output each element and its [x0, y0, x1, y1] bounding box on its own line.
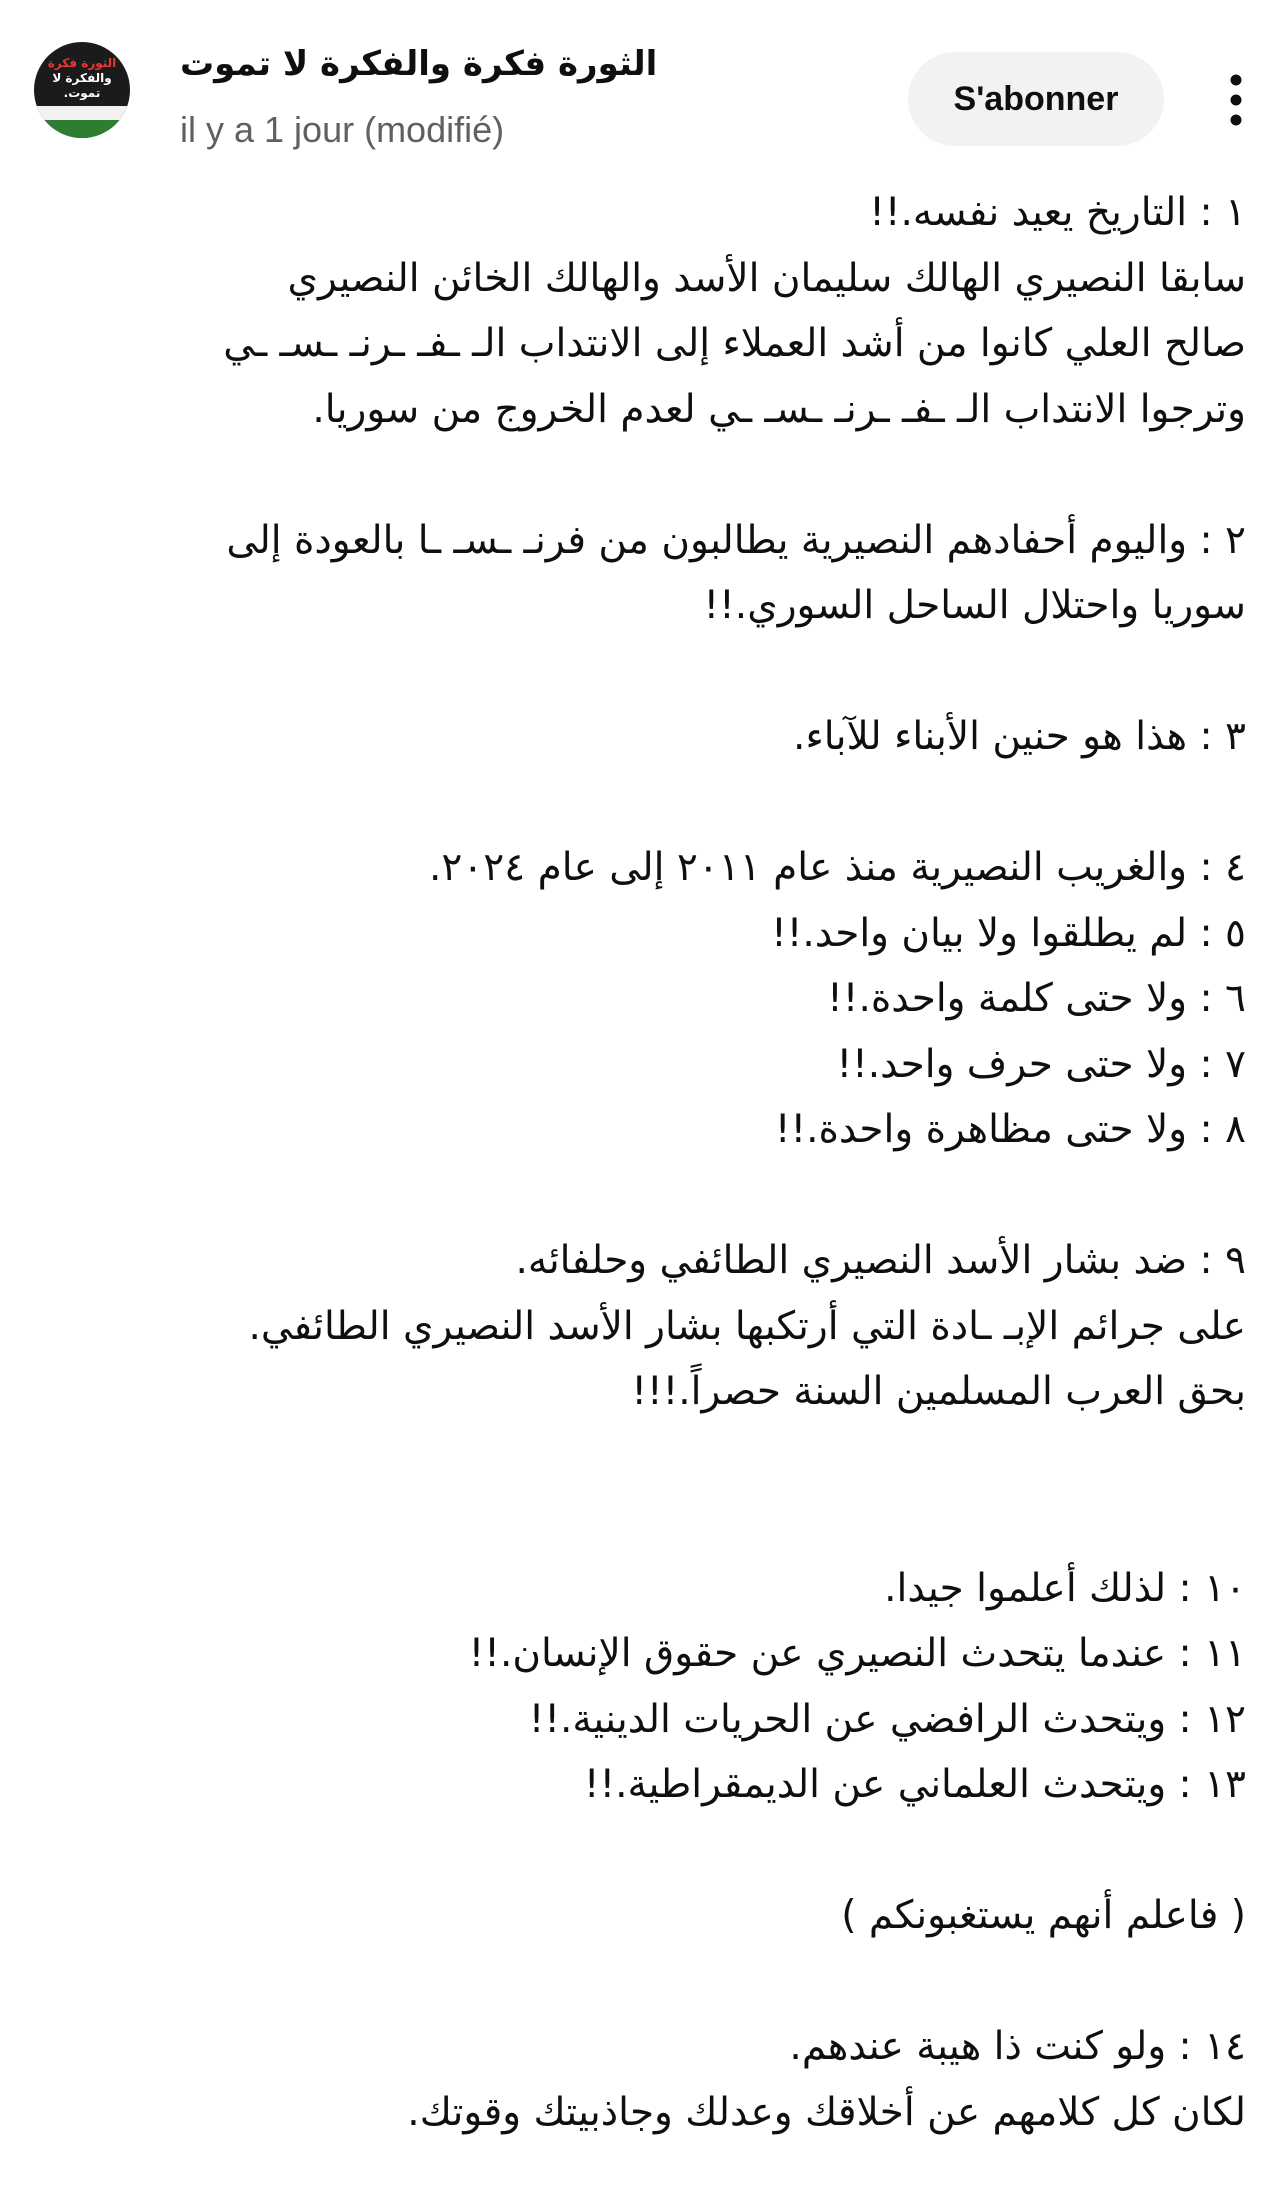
post-line: ٥ : لم يطلقوا ولا بيان واحد.!! [771, 910, 1246, 956]
post-blank-line [36, 1490, 1246, 1556]
post-text [36, 180, 1246, 2180]
post-line: ١٣ : ويتحدث العلماني عن الديمقراطية.!! [583, 1762, 1246, 1807]
more-options-button[interactable] [1208, 70, 1264, 130]
post-timestamp: il y a 1 jour (modifié) [180, 109, 505, 150]
channel-name[interactable]: الثورة فكرة والفكرة لا تموت [180, 44, 658, 84]
post-line: بحق العرب المسلمين السنة حصراً.!!! [631, 1369, 1246, 1414]
post-blank-line [36, 442, 1246, 508]
post-line: ١٢ : ويتحدث الرافضي عن الحريات الدينية.!! [528, 1696, 1246, 1742]
more-vertical-icon [1229, 74, 1243, 126]
avatar-flag-stripe-white [34, 106, 130, 120]
post-line: ٧ : ولا حتى حرف واحد.!! [836, 1041, 1246, 1087]
post-line: ٦ : ولا حتى كلمة واحدة.!! [827, 976, 1246, 1021]
post-line: سوريا واحتلال الساحل السوري.!! [703, 583, 1246, 628]
post-line: ١١ : عندما يتحدث النصيري عن حقوق الإنسان.!! [468, 1631, 1246, 1676]
post-line: ٤ : والغريب النصيرية منذ عام ٢٠١١ إلى عام ٢٠٢٤. [428, 845, 1246, 890]
post-line: ٣ : هذا هو حنين الأبناء للآباء. [793, 714, 1246, 759]
post-line: سابقا النصيري الهالك سليمان الأسد والهالك الخائن النصيري [287, 255, 1246, 301]
post-line: على جرائم الإبـ ـادة التي أرتكبها بشار الأسد النصيري الطائفي. [248, 1303, 1246, 1349]
post-line: وترجوا الانتداب الـ ـفـ ـرنـ ـسـ ـي لعدم الخروج من سوريا. [312, 386, 1246, 432]
post-blank-line [36, 1949, 1246, 2015]
post-line: ٢ : واليوم أحفادهم النصيرية يطالبون من فرنـ ـسـ ـا بالعودة إلى [226, 517, 1246, 563]
post-line: لكان كل كلامهم عن أخلاقك وعدلك وجاذبيتك وقوتك. [407, 2089, 1246, 2135]
post-blank-line [36, 639, 1246, 705]
post-blank-line [36, 1163, 1246, 1229]
avatar-flag-stripe-green [34, 120, 130, 138]
post-blank-line [36, 1425, 1246, 1491]
post-blank-line [36, 1818, 1246, 1884]
channel-avatar[interactable] [34, 42, 130, 138]
post-line: صالح العلي كانوا من أشد العملاء إلى الانتداب الـ ـفـ ـرنـ ـسـ ـي [223, 321, 1246, 366]
post-blank-line [36, 770, 1246, 836]
post-line: ٨ : ولا حتى مظاهرة واحدة.!! [774, 1107, 1246, 1152]
subscribe-button[interactable]: S'abonner [908, 52, 1164, 146]
post-line: ( فاعلم أنهم يستغبونكم ) [841, 1893, 1246, 1938]
post-line: ١٠ : لذلك أعلموا جيدا. [884, 1565, 1246, 1611]
post-line: ١ : التاريخ يعيد نفسه.!! [869, 190, 1246, 235]
post-header [0, 0, 1284, 160]
post-line: ٩ : ضد بشار الأسد النصيري الطائفي وحلفائه. [515, 1238, 1246, 1283]
post-line: ١٤ : ولو كنت ذا هيبة عندهم. [789, 2024, 1246, 2069]
avatar-logo-text: الثورة فكرة والفكرة لا تموت. [47, 56, 117, 100]
